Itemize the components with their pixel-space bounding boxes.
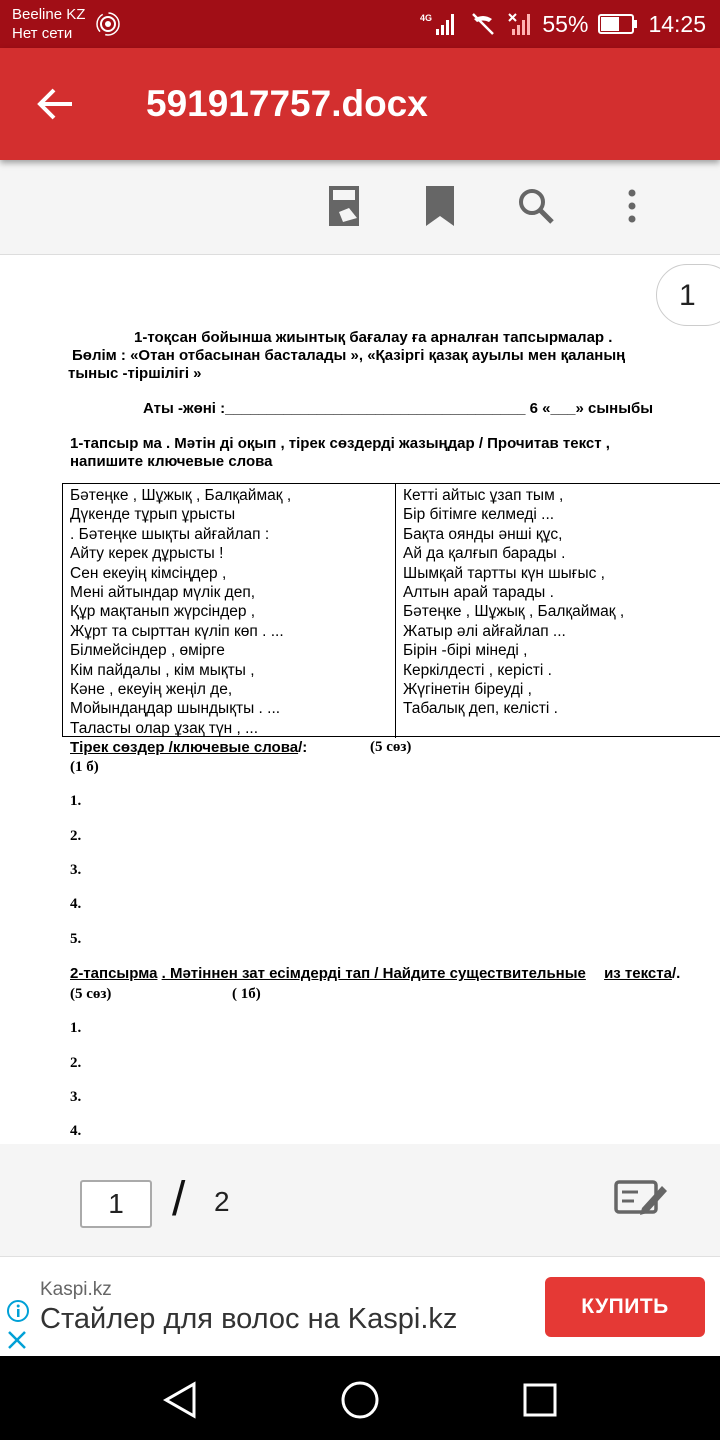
carrier-info — [12, 5, 85, 43]
status-bar — [0, 0, 720, 48]
poem-line: Керкілдесті , керісті . — [403, 661, 552, 679]
keywords-label-text: Тірек сөздер /ключевые слова — [70, 739, 299, 756]
poem-line: Жатыр әлі айғайлап ... — [403, 622, 566, 640]
heading-line-3: тыныс -тіршілігі » — [68, 365, 202, 382]
poem-line: Құр мақтанып жүрсіндер , — [70, 603, 256, 621]
poem-line: Ай да қалғып барады . — [403, 545, 566, 563]
signal-empty-icon — [506, 11, 532, 37]
page-view-button[interactable] — [320, 182, 368, 230]
recents-square-icon[interactable] — [518, 1378, 562, 1422]
search-icon — [516, 186, 556, 226]
back-triangle-icon[interactable] — [158, 1378, 202, 1422]
page-separator: / — [172, 1173, 186, 1226]
search-button[interactable] — [512, 182, 560, 230]
heading-line-1: 1-тоқсан бойынша жиынтық бағалау ға арналған тапсырмалар . — [134, 329, 613, 346]
answer-line-4: 4. — [70, 896, 82, 912]
task2-score: ( 1б) — [232, 986, 261, 1002]
clock: 14:25 — [648, 10, 706, 37]
battery-percent: 55% — [542, 10, 589, 37]
answer-line-1: 1. — [70, 793, 82, 809]
document-title: 591917757.docx — [146, 83, 428, 124]
page-navigator — [0, 1144, 720, 1256]
document-toolbar — [0, 160, 720, 255]
task2-answer-4: 4. — [70, 1123, 82, 1139]
task2-from-text: из текста — [604, 965, 672, 982]
poem-line: Дүкенде тұрып ұрысты — [70, 506, 236, 524]
task2-suffix: /. — [671, 965, 681, 982]
poem-line: Мойындаңдар шындықты . ... — [70, 700, 281, 718]
poem-table — [62, 483, 720, 737]
buy-button[interactable]: КУПИТЬ — [545, 1277, 705, 1337]
no-calls-icon — [470, 11, 496, 37]
page-view-icon — [327, 184, 361, 228]
poem-line: Айту керек дұрысты ! — [70, 545, 224, 563]
poem-line: . Бәтеңке шықты айғайлап : — [70, 525, 270, 543]
bookmark-icon — [424, 184, 456, 228]
svg-text:4G: 4G — [420, 13, 433, 23]
close-icon[interactable] — [6, 1329, 28, 1351]
poem-line: Бір бітімге келмеді ... — [403, 506, 555, 524]
task2-answer-2: 2. — [70, 1055, 82, 1071]
poem-line: Бірін -бірі мінеді , — [403, 642, 528, 660]
carrier-status: Нет сети — [12, 25, 73, 42]
battery-icon — [598, 13, 638, 35]
poem-line: Таласты олар ұзақ түн , ... — [70, 719, 259, 737]
poem-right-column — [403, 486, 624, 719]
poem-line: Білмейсіндер , өмірге — [70, 642, 225, 660]
poem-line: Бәтеңке , Шұжық , Балқаймақ , — [70, 487, 292, 504]
task1-line-1: 1-тапсыр ма . Мәтін ді оқып , тірек сөздерді жазыңдар / Прочитав текст , — [70, 435, 610, 452]
more-options-button[interactable] — [608, 182, 656, 230]
hotspot-icon — [96, 12, 120, 36]
poem-line: Жүгінетін біреуді , — [403, 681, 532, 699]
keywords-label-suffix: /: — [298, 739, 308, 756]
poem-line: Жұрт та сырттан күліп көп . ... — [70, 622, 284, 640]
poem-line: Алтын арай тарады . — [403, 584, 554, 602]
poem-left-column — [70, 486, 291, 738]
app-bar — [0, 48, 720, 160]
answer-line-5: 5. — [70, 931, 82, 947]
heading-line-2: Бөлім : «Отан отбасынан басталады », «Қазіргі қазақ ауылы мен қаланың — [72, 347, 626, 364]
poem-line: Кетті айтыс ұзап тым , — [403, 487, 564, 504]
task2-count: (5 сөз) — [70, 986, 112, 1002]
ad-banner[interactable] — [0, 1256, 720, 1357]
task2-instruction: . Мәтіннен зат есімдерді тап / Найдите существительные — [161, 965, 586, 982]
ad-headline[interactable]: Стайлер для волос на Kaspi.kz — [40, 1303, 458, 1335]
poem-line: Кәне , екеуің жеңіл де, — [70, 681, 233, 699]
poem-line: Кім пайдалы , кім мықты , — [70, 661, 255, 679]
name-class-line: Аты -жөні :____________________________________ 6 «___» сыныбы — [143, 400, 654, 417]
keywords-count: (5 сөз) — [370, 739, 412, 755]
keywords-label — [70, 739, 307, 756]
keywords-score: (1 б) — [70, 759, 99, 775]
answer-line-2: 2. — [70, 828, 82, 844]
task1-line-2: напишите ключевые слова — [70, 453, 273, 470]
system-navigation-bar — [0, 1356, 720, 1440]
poem-line: Шымқай тартты күн шығыс , — [403, 564, 605, 582]
more-vertical-icon — [626, 188, 638, 224]
poem-line: Табалық деп, келісті . — [403, 700, 558, 718]
page-number-badge: 1 — [656, 264, 720, 326]
task2-line — [70, 965, 680, 982]
page-total: 2 — [214, 1186, 230, 1217]
task2-answer-3: 3. — [70, 1089, 82, 1105]
edit-document-icon[interactable] — [612, 1174, 668, 1226]
poem-line: Бақта оянды әнші құс, — [403, 525, 563, 543]
bookmark-button[interactable] — [416, 182, 464, 230]
info-icon[interactable] — [6, 1299, 30, 1323]
carrier-name: Beeline KZ — [12, 6, 86, 23]
signal-4g-icon — [420, 11, 460, 37]
table-divider — [395, 484, 396, 738]
task2-answer-1: 1. — [70, 1020, 82, 1036]
page-number-input[interactable]: 1 — [80, 1180, 152, 1228]
poem-line: Бәтеңке , Шұжық , Балқаймақ , — [403, 603, 625, 621]
ad-source: Kaspi.kz — [40, 1279, 112, 1300]
poem-line: Сен екеуің кімсіңдер , — [70, 564, 227, 582]
home-circle-icon[interactable] — [338, 1378, 382, 1422]
answer-line-3: 3. — [70, 862, 82, 878]
task2-label: 2-тапсырма — [70, 965, 158, 982]
poem-line: Мені айтындар мүлік деп, — [70, 584, 256, 602]
back-arrow-icon[interactable] — [34, 82, 78, 126]
